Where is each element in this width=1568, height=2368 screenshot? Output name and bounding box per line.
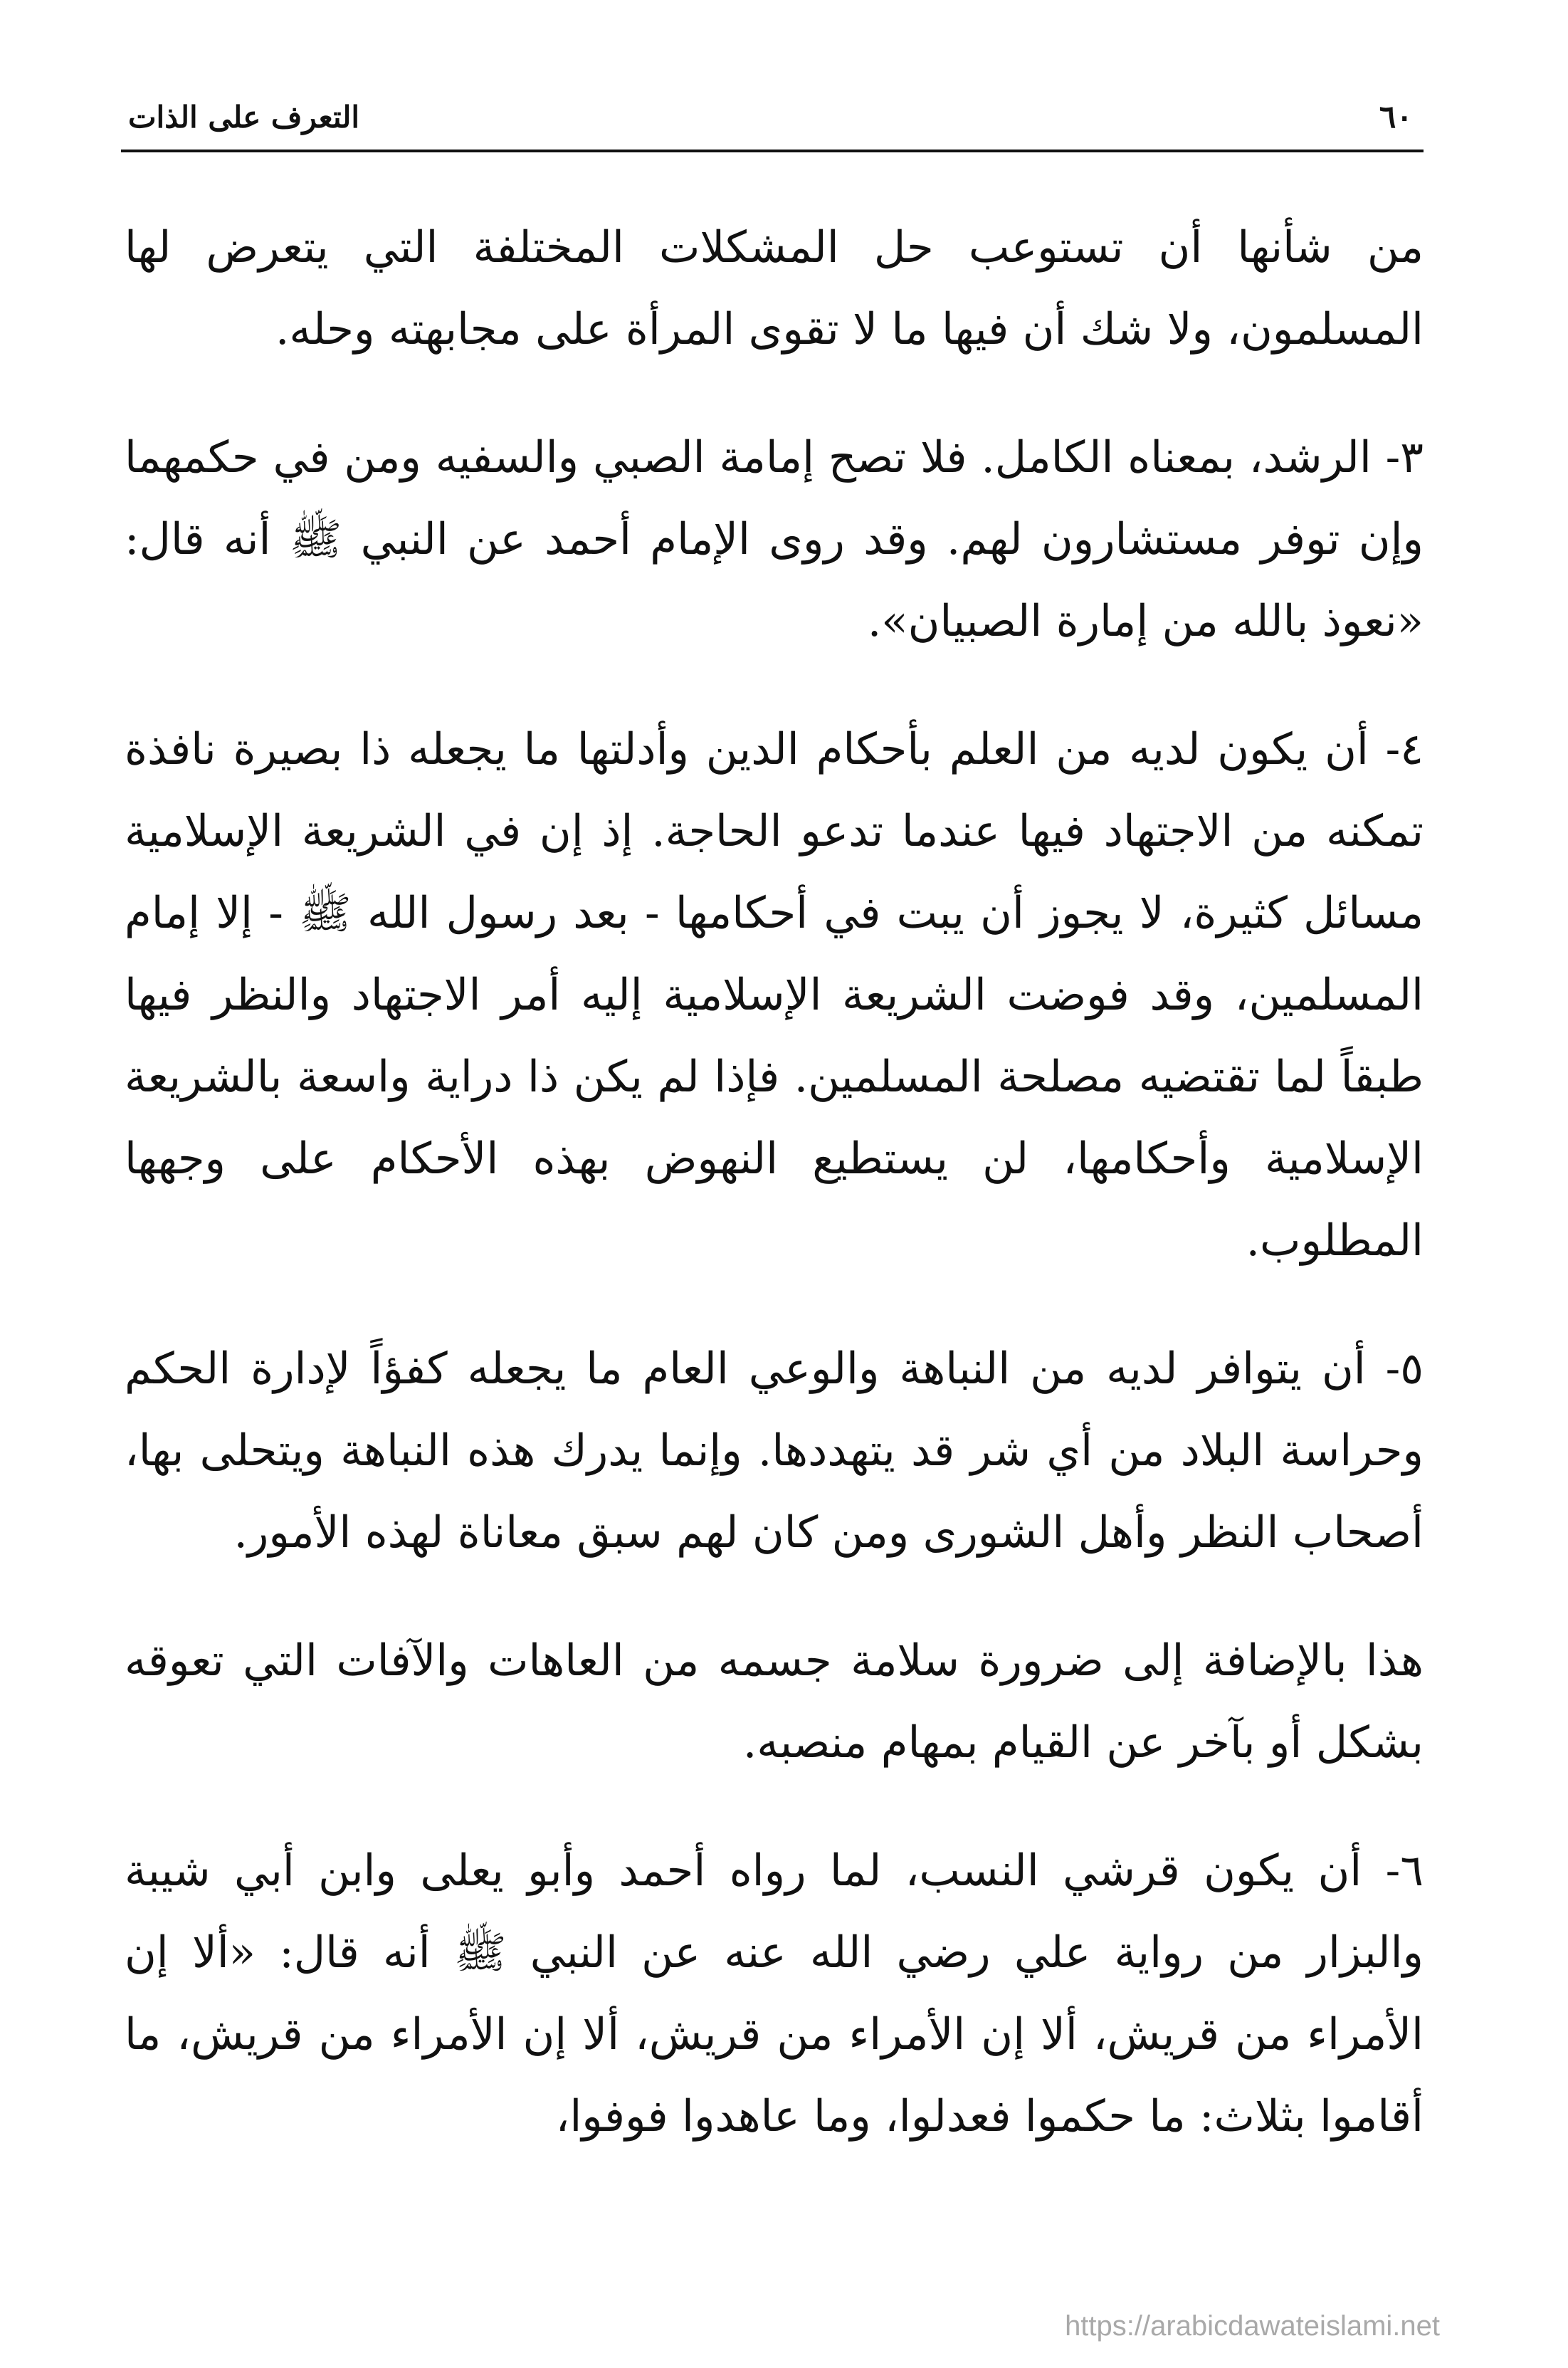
paragraph-condition-5: ٥- أن يتوافر لديه من النباهة والوعي العام ما يجعله كفؤاً لإدارة الحكم وحراسة البلاد من أي شر قد يتهددها. وإنما يدرك هذه النباهة ويتحلى بها، أصحاب النظر وأهل الشورى ومن كان لهم سبق معاناة لهذه الأمور. (125, 1343, 1424, 1558)
paragraph-condition-6: ٦- أن يكون قرشي النسب، لما رواه أحمد وأبو يعلى وابن أبي شيبة والبزار من رواية علي رضي الله عنه عن النبي ﷺ أنه قال: «ألا إن الأمراء من قريش، ألا إن الأمراء من قريش، ألا إن الأمراء من قريش، ما أقاموا بثلاث: ما حكموا فعدلوا، وما عاهدوا فوفوا، (125, 1845, 1424, 2142)
page-header (121, 96, 1424, 146)
running-title: التعرف على الذات (128, 100, 360, 135)
paragraph-condition-3: ٣- الرشد، بمعناه الكامل. فلا تصح إمامة الصبي والسفيه ومن في حكمهما وإن توفر مستشارون لهم. وقد روى الإمام أحمد عن النبي ﷺ أنه قال: «نعوذ بالله من إمارة الصبيان». (125, 432, 1424, 646)
header-divider (121, 150, 1424, 152)
paragraph-condition-4: ٤- أن يكون لديه من العلم بأحكام الدين وأدلتها ما يجعله ذا بصيرة نافذة تمكنه من الاجتهاد فيها عندما تدعو الحاجة. إذ إن في الشريعة الإسلامية مسائل كثيرة، لا يجوز أن يبت في أحكامها - بعد رسول الله ﷺ - إلا إمام المسلمين، وقد فوضت الشريعة الإسلامية إليه أمر الاجتهاد والنظر فيها طبقاً لما تقتضيه مصلحة المسلمين. فإذا لم يكن ذا دراية واسعة بالشريعة الإسلامية وأحكامها، لن يستطيع النهوض بهذه الأحكام على وجهها المطلوب. (125, 724, 1424, 1266)
body-text (125, 206, 1424, 2157)
paragraph-health-note: هذا بالإضافة إلى ضرورة سلامة جسمه من العاهات والآفات التي تعوقه بشكل أو بآخر عن القيام بمهام منصبه. (125, 1635, 1424, 1768)
page-number: ٦٠ (1379, 99, 1413, 135)
watermark-url: https://arabicdawateislami.net (1065, 2310, 1440, 2342)
paragraph-continuation: من شأنها أن تستوعب حل المشكلات المختلفة التي يتعرض لها المسلمون، ولا شك أن فيها ما لا تقوى المرأة على مجابهته وحله. (125, 222, 1424, 355)
